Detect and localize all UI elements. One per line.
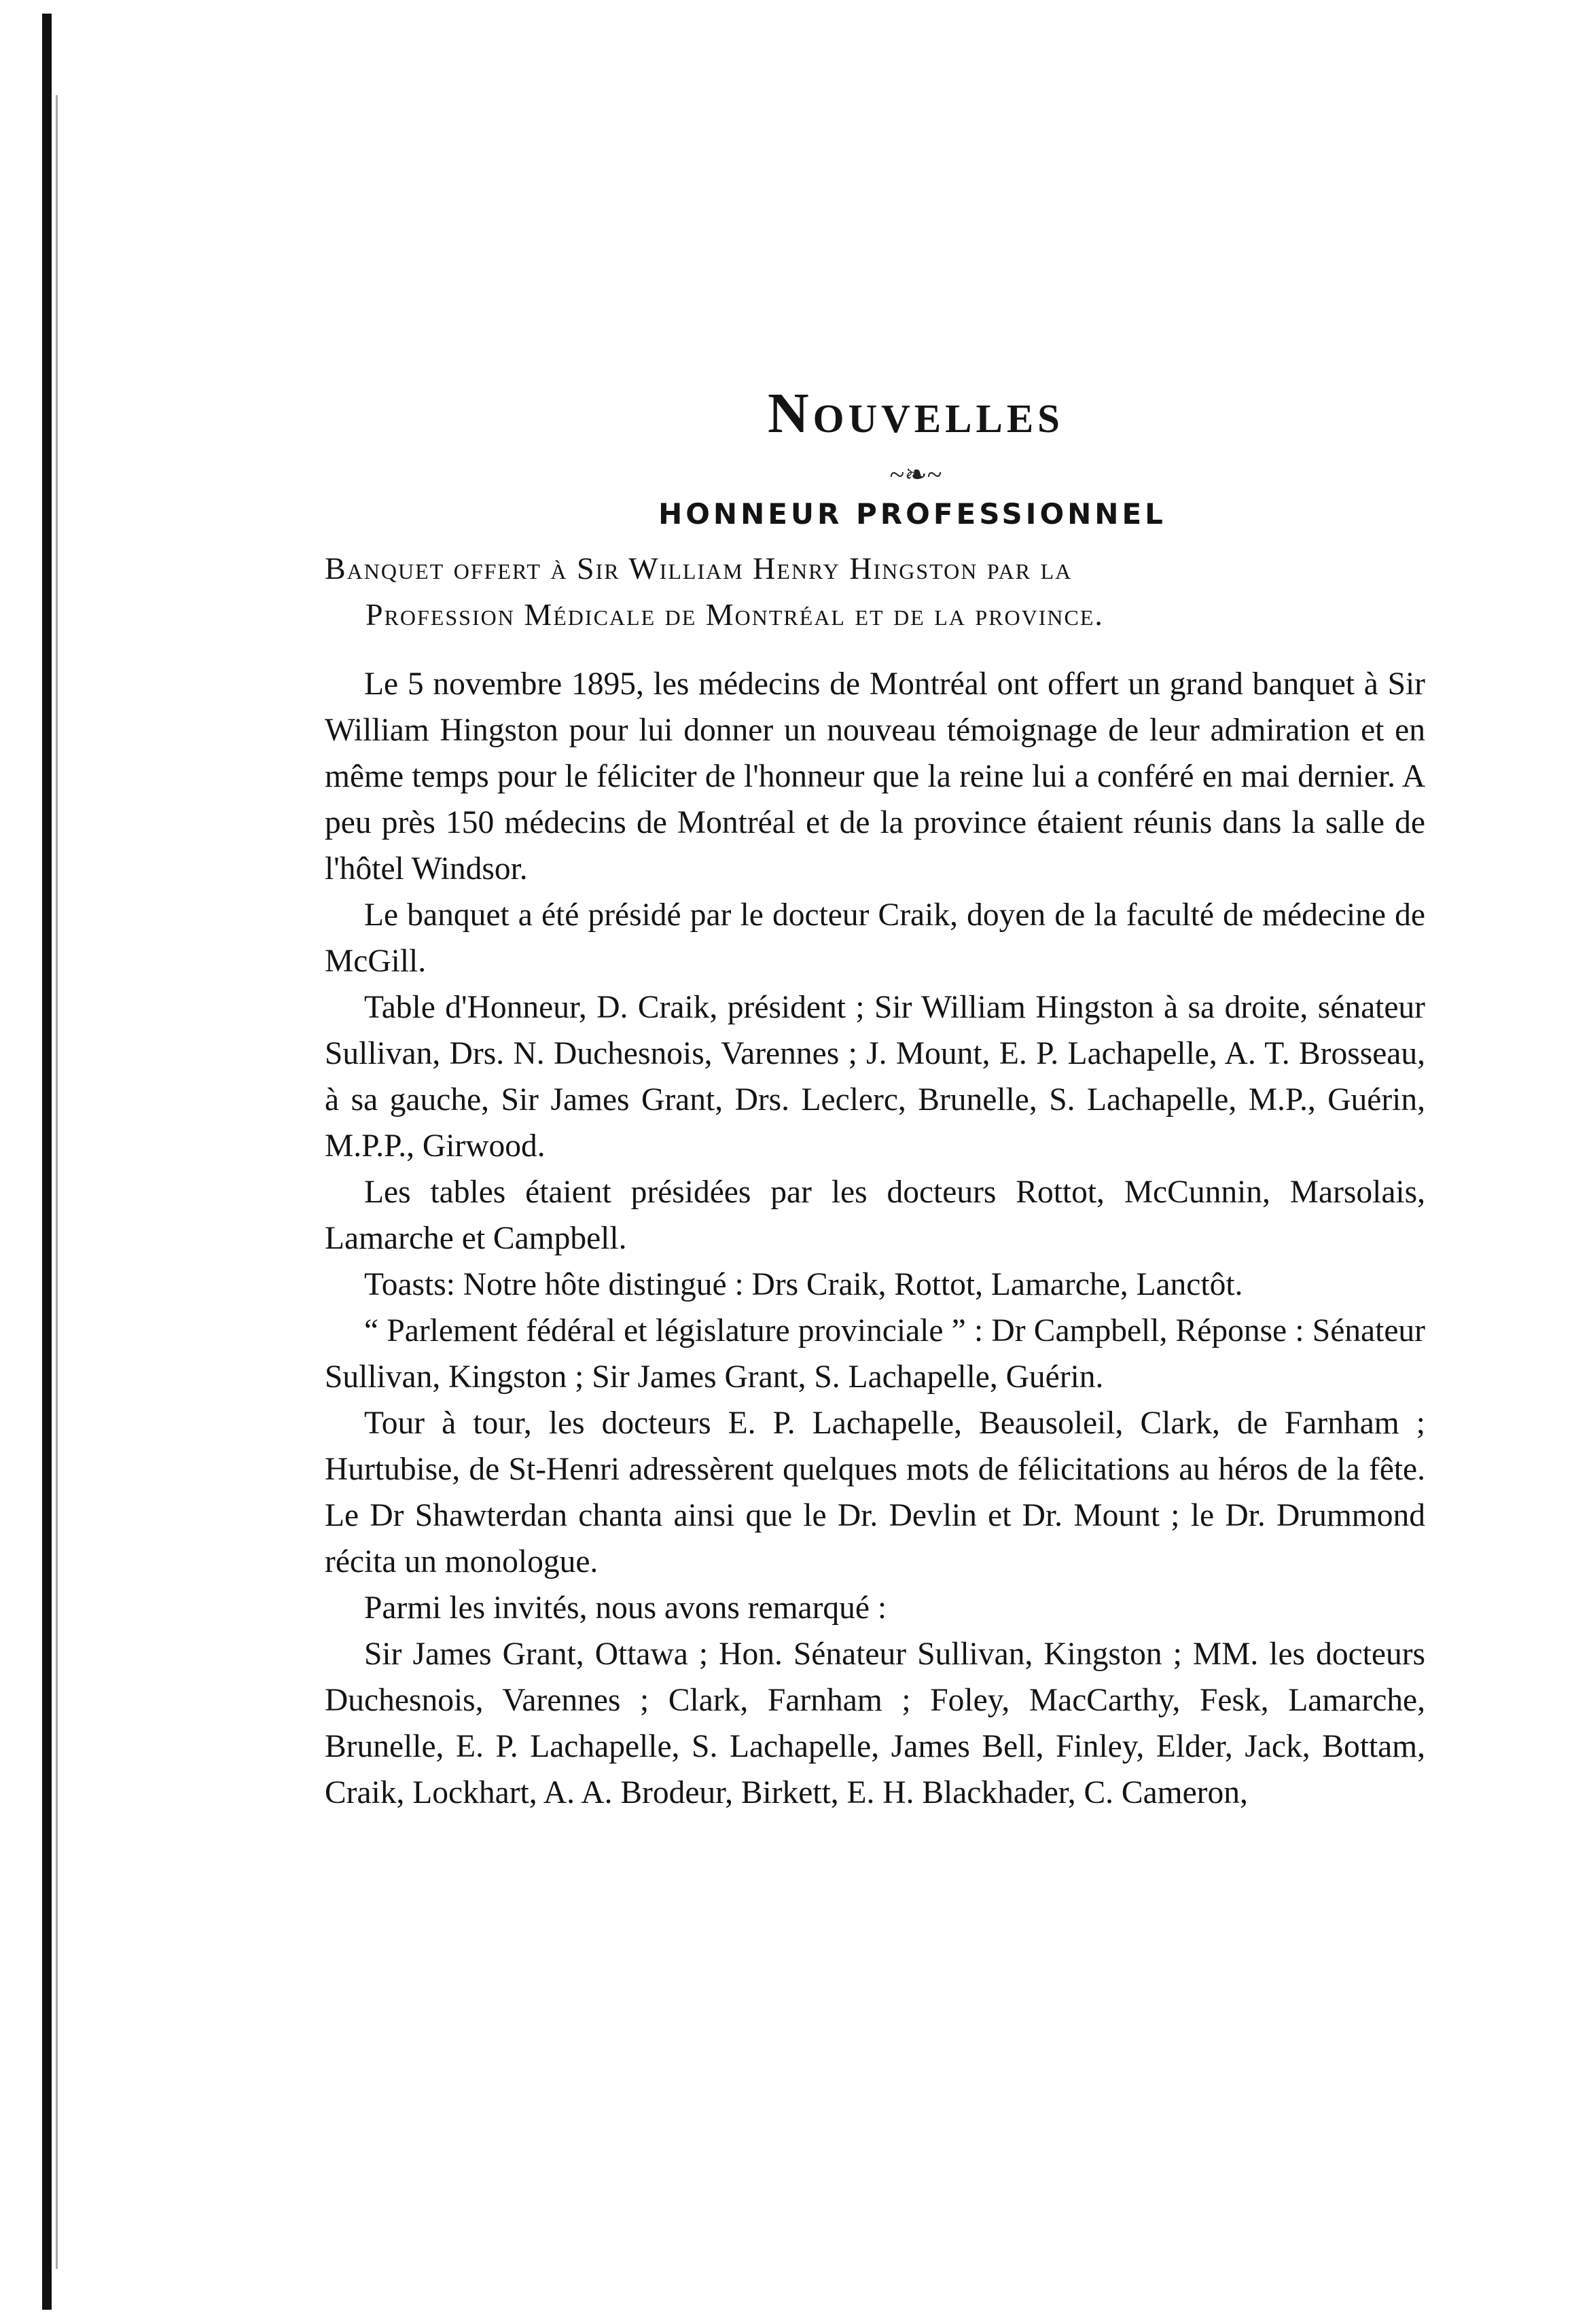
article-heading: HONNEUR PROFESSIONNEL — [658, 497, 1166, 531]
subtitle-line-1: Banquet offert à Sir William Henry Hingston par la — [325, 551, 1073, 586]
paragraph-speeches: Tour à tour, les docteurs E. P. Lachapelle, Beausoleil, Clark, de Farnham ; Hurtubise, de St-Henri adressèrent quelques mots de félicitations au héros de la fête. Le Dr Shawterdan chanta ainsi que le Dr. Devlin et Dr. Mount ; le Dr. Drummond récita un monologue. — [325, 1406, 1425, 1579]
paragraph-president: Le banquet a été présidé par le docteur Craik, doyen de la faculté de médecine de McGill. — [325, 897, 1425, 979]
paragraph-parliament: “ Parlement fédéral et législature provinciale ” : Dr Campbell, Réponse : Sénateur Sullivan, Kingston ; Sir James Grant, S. Lachapelle, Guérin. — [325, 1313, 1425, 1395]
article-subtitle — [325, 546, 1425, 638]
paragraph-banquet: Le 5 novembre 1895, les médecins de Montréal ont offert un grand banquet à Sir William Hingston pour lui donner un nouveau témoignage de leur admiration et en même temps pour le féliciter de l'honneur que la reine lui a conféré en mai dernier. A peu près 150 médecins de Montréal et de la province étaient réunis dans la salle de l'hôtel Windsor. — [325, 666, 1425, 887]
scan-edge-shadow — [42, 14, 52, 2310]
paragraph-guests-list: Sir James Grant, Ottawa ; Hon. Sénateur Sullivan, Kingston ; MM. les docteurs Duchesnois, Varennes ; Clark, Farnham ; Foley, MacCarthy, Fesk, Lamarche, Brunelle, E. P. Lachapelle, S. Lachapelle, James Bell, Finley, Elder, Jack, Bottam, Craik, Lockhart, A. A. Brodeur, Birkett, E. H. Blackhader, C. Cameron, — [325, 1637, 1425, 1810]
paragraph-head-table: Table d'Honneur, D. Craik, président ; Sir William Hingston à sa droite, sénateur Sullivan, Drs. N. Duchesnois, Varennes ; J. Mount, E. P. Lachapelle, A. T. Brosseau, à sa gauche, Sir James Grant, Drs. Leclerc, Brunelle, S. Lachapelle, M.P., Guérin, M.P.P., Girwood. — [325, 990, 1425, 1164]
paragraph-guests-intro: Parmi les invités, nous avons remarqué : — [364, 1590, 887, 1626]
ornament-divider: ~❧~ — [889, 459, 942, 490]
scan-edge-line — [56, 95, 58, 2269]
paragraph-tables: Les tables étaient présidées par les docteurs Rottot, McCunnin, Marsolais, Lamarche et Campbell. — [325, 1175, 1425, 1256]
page-content — [325, 380, 1425, 1816]
paragraph-toasts: Toasts: Notre hôte distingué : Drs Craik, Rottot, Lamarche, Lanctôt. — [364, 1267, 1243, 1302]
section-title: Nouvelles — [768, 382, 1064, 445]
subtitle-line-2: Profession Médicale de Montréal et de la province. — [365, 597, 1104, 632]
